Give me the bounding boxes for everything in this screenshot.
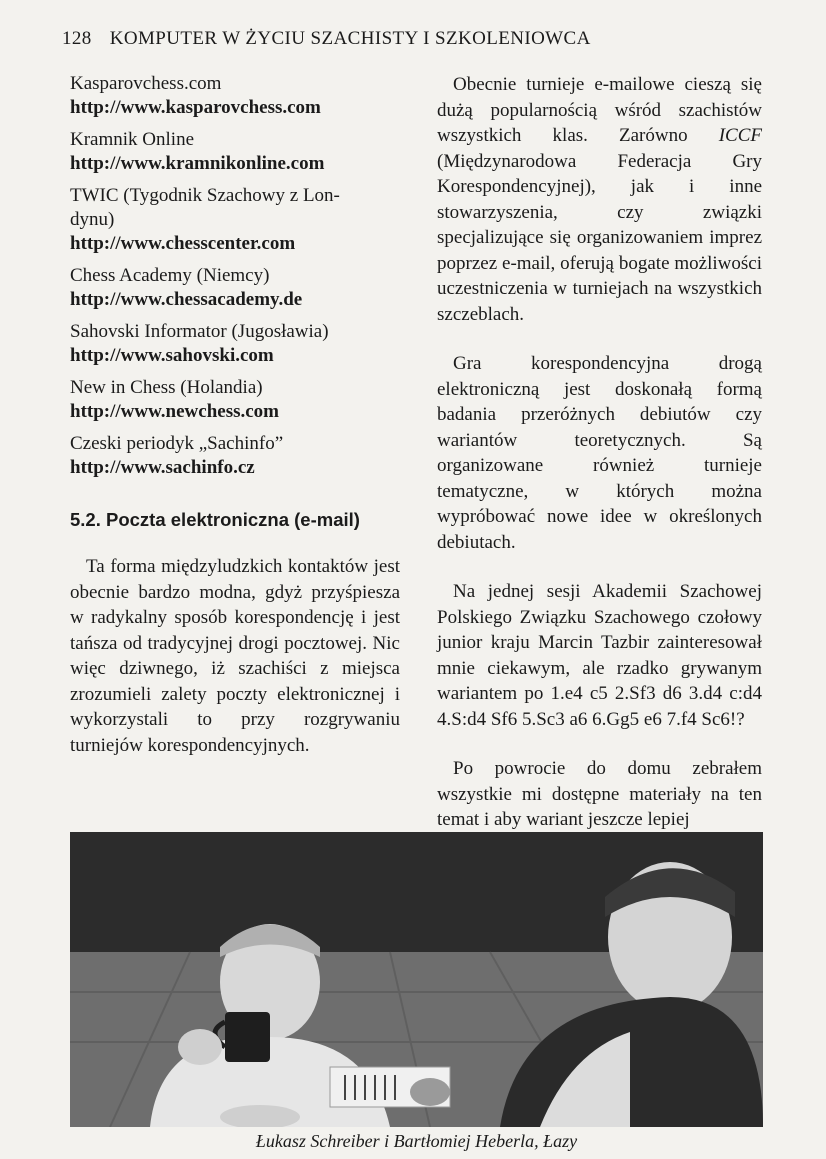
link-entry [70, 432, 400, 480]
body-paragraph: Na jednej sesji Akademii Szachowej Polskiego Związku Szachowego czołowy junior kraju Marcin Tazbir zainteresował mnie ciekawym, ale rzadko grywanym wariantem po 1.e4 c5 2.Sf3 d6 3.d4 c:d4 4.S:d4 Sf6 5.Sc3 a6 6.Gg5 e6 7.f4 Sc6!? [437, 581, 762, 730]
link-url[interactable]: http://www.newchess.com [70, 401, 279, 422]
body-paragraph: Ta forma międzyludzkich kontaktów jest obecnie bardzo modna, gdyż przyśpiesza w radykalny sposób korespondencję i jest tańsza od tradycyjnej drogi pocztowej. Nic więc dziwnego, iż szachiści z miejsca zrozumieli zalety poczty elektronicznej i wykorzystali to przy rozgrywaniu turniejów korespondencyjnych. [70, 556, 400, 756]
link-name: Sahovski Informator (Jugosławia) [70, 321, 329, 342]
text-run: (Międzynarodowa Federacja Gry Korespondencyjnej), jak i inne stowarzyszenia, czy związki specjalizujące się organizowaniem imprez poprzez e-mail, oferują bogate możliwości uczestniczenia w turniejach na wszystkich szczeblach. [437, 150, 762, 325]
link-url[interactable]: http://www.chessacademy.de [70, 289, 303, 310]
link-url[interactable]: http://www.kramnikonline.com [70, 153, 325, 174]
left-column [70, 72, 400, 758]
running-header [62, 28, 762, 50]
link-name: New in Chess (Holandia) [70, 377, 263, 398]
link-url[interactable]: http://www.sahovski.com [70, 345, 274, 366]
body-paragraph: Po powrocie do domu zebrałem wszystkie mi dostępne materiały na ten temat i aby wariant jeszcze lepiej [437, 758, 762, 830]
emphasis-iccf: ICCF [718, 125, 762, 146]
link-entry [70, 376, 400, 424]
text-run: Obecnie turnieje e-mailowe cieszą się dużą popularnością wśród szachistów wszystkich klas. Zarówno [437, 74, 762, 146]
link-name: Chess Academy (Niemcy) [70, 265, 270, 286]
link-entry [70, 128, 400, 176]
photo-illustration [70, 832, 763, 1127]
link-entry [70, 72, 400, 120]
link-url[interactable]: http://www.chesscenter.com [70, 233, 296, 254]
link-name: TWIC (Tygodnik Szachowy z Lon-dynu) [70, 185, 340, 230]
body-paragraph: Gra korespondencyjna drogą elektroniczną jest doskonałą formą badania przeróżnych debiutów czy wariantów teoretycznych. Są organizowane również turnieje tematyczne, w których można wypróbować nowe idee w określonych debiutach. [437, 353, 762, 553]
page-number: 128 [62, 28, 92, 49]
body-paragraph [437, 72, 762, 327]
link-name: Czeski periodyk „Sachinfo” [70, 433, 284, 454]
link-name: Kramnik Online [70, 129, 195, 150]
link-url[interactable]: http://www.kasparovchess.com [70, 97, 321, 118]
link-name: Kasparovchess.com [70, 73, 222, 94]
link-entry [70, 320, 400, 368]
photo [70, 832, 763, 1127]
running-title: KOMPUTER W ŻYCIU SZACHISTY I SZKOLENIOWCA [109, 28, 591, 49]
link-entry [70, 184, 400, 256]
link-entry [70, 264, 400, 312]
section-heading: 5.2. Poczta elektroniczna (e-mail) [70, 509, 360, 530]
right-column [437, 72, 762, 857]
link-url[interactable]: http://www.sachinfo.cz [70, 457, 255, 478]
photo-caption: Łukasz Schreiber i Bartłomiej Heberla, Łazy [255, 1131, 578, 1151]
